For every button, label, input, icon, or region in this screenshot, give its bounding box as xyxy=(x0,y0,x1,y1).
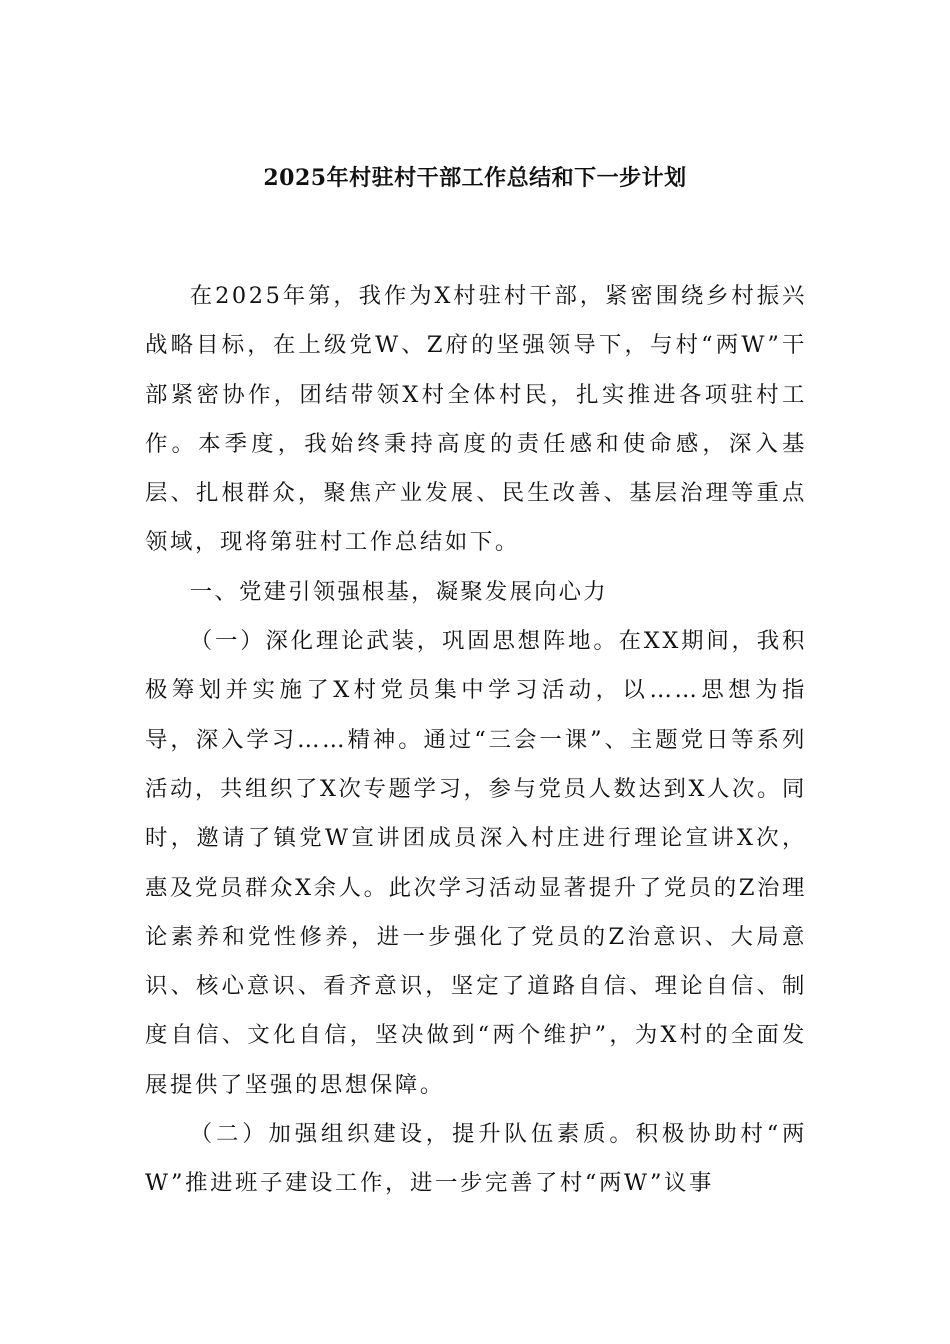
subsection-paragraph-2: （二）加强组织建设，提升队伍素质。积极协助村“两W”推进班子建设工作，进一步完善了村“两W”议事 xyxy=(145,1121,807,1197)
intro-paragraph: 在2025年第，我作为X村驻村干部，紧密围绕乡村振兴战略目标，在上级党W、Z府的坚强领导下，与村“两W”干部紧密协作，团结带领X村全体村民，扎实推进各项驻村工作。本季度，我始终秉持高度的责任感和使命感，深入基层、扎根群众，聚焦产业发展、民生改善、基层治理等重点领域，现将第驻村工作总结如下。 xyxy=(145,283,807,556)
document-body xyxy=(145,272,807,1209)
subsection-paragraph-1: （一）深化理论武装，巩固思想阵地。在XX期间，我积极筹划并实施了X村党员集中学习活动，以……思想为指导，深入学习……精神。通过“三会一课”、主题党日等系列活动，共组织了X次专题学习，参与党员人数达到X人次。同时，邀请了镇党W宣讲团成员深入村庄进行理论宣讲X次，惠及党员群众X余人。此次学习活动显著提升了党员的Z治理论素养和党性修养，进一步强化了党员的Z治意识、大局意识、核心意识、看齐意识，坚定了道路自信、理论自信、制度自信、文化自信，坚决做到“两个维护”，为X村的全面发展提供了坚强的思想保障。 xyxy=(145,628,807,1098)
document-title: 2025年村驻村干部工作总结和下一步计划 xyxy=(263,165,687,191)
section-heading: 一、党建引领强根基，凝聚发展向心力 xyxy=(189,578,608,605)
